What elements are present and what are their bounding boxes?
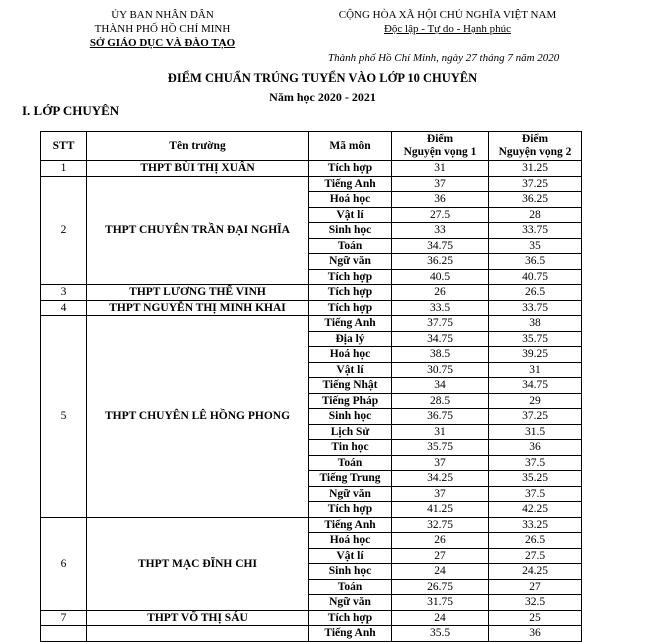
cell-subject: Tích hợp: [309, 269, 392, 285]
cell-school: THPT LƯƠNG THẾ VINH: [87, 285, 309, 301]
cell-score-nv2: 27.5: [489, 548, 582, 564]
cell-score-nv2: 31: [489, 362, 582, 378]
cell-subject: Lịch Sử: [309, 424, 392, 440]
header-left-line1: ỦY BAN NHÂN DÂN: [111, 9, 214, 21]
cell-score-nv2: 29: [489, 393, 582, 409]
cell-score-nv1: 26.75: [392, 579, 489, 595]
cell-score-nv2: 34.75: [489, 378, 582, 394]
cell-score-nv1: 37: [392, 486, 489, 502]
cell-stt: 5: [41, 316, 87, 518]
cell-score-nv1: 26: [392, 533, 489, 549]
cell-score-nv1: 36.25: [392, 254, 489, 270]
cell-score-nv1: 40.5: [392, 269, 489, 285]
cell-score-nv2: 31.25: [489, 161, 582, 177]
table-row: [41, 161, 582, 177]
document-title: ĐIỂM CHUẨN TRÚNG TUYỂN VÀO LỚP 10 CHUYÊN: [167, 71, 478, 85]
cell-stt: 6: [41, 517, 87, 610]
cell-subject: Tiếng Trung: [309, 471, 392, 487]
cell-school: THPT NGUYỄN THỊ MINH KHAI: [87, 300, 309, 316]
cell-score-nv2: 37.25: [489, 409, 582, 425]
cell-score-nv2: 27: [489, 579, 582, 595]
cell-score-nv2: 36.5: [489, 254, 582, 270]
table-row: [41, 626, 582, 642]
cell-stt: 3: [41, 285, 87, 301]
cell-score-nv2: 26.5: [489, 533, 582, 549]
header-right: [325, 8, 570, 36]
cell-subject: Toán: [309, 455, 392, 471]
cell-score-nv1: 24: [392, 564, 489, 580]
cell-score-nv2: 33.75: [489, 223, 582, 239]
cell-stt: 7: [41, 610, 87, 626]
cell-score-nv1: 37: [392, 455, 489, 471]
cell-score-nv2: 33.25: [489, 517, 582, 533]
cell-score-nv2: 32.5: [489, 595, 582, 611]
cell-score-nv2: 36: [489, 440, 582, 456]
cell-subject: Toán: [309, 579, 392, 595]
cell-subject: Tiếng Anh: [309, 626, 392, 642]
cell-score-nv2: 28: [489, 207, 582, 223]
cell-school: THPT VÕ THỊ SÁU: [87, 610, 309, 626]
cell-school: THPT CHUYÊN TRẦN ĐẠI NGHĨA: [87, 176, 309, 285]
col-header-nv2-line1: Điểm: [521, 133, 549, 145]
col-header-nv2-line2: Nguyện vọng 2: [498, 146, 572, 158]
cell-score-nv2: 24.25: [489, 564, 582, 580]
cell-subject: Tiếng Anh: [309, 316, 392, 332]
cell-subject: Tích hợp: [309, 161, 392, 177]
cell-score-nv1: 27: [392, 548, 489, 564]
header-left-line2: THÀNH PHỐ HỒ CHÍ MINH: [94, 23, 231, 35]
cell-score-nv2: 39.25: [489, 347, 582, 363]
header-right-line1: CỘNG HÒA XÃ HỘI CHỦ NGHĨA VIỆT NAM: [338, 9, 557, 21]
cell-score-nv2: 35.75: [489, 331, 582, 347]
cell-subject: Vật lí: [309, 362, 392, 378]
cell-score-nv1: 35.75: [392, 440, 489, 456]
cell-score-nv1: 34: [392, 378, 489, 394]
cell-subject: Tích hợp: [309, 610, 392, 626]
cell-subject: Tiếng Pháp: [309, 393, 392, 409]
cell-subject: Sinh học: [309, 223, 392, 239]
cell-score-nv2: 40.75: [489, 269, 582, 285]
col-header-nv1-line1: Điểm: [426, 133, 454, 145]
cell-score-nv1: 32.75: [392, 517, 489, 533]
cell-score-nv1: 26: [392, 285, 489, 301]
cell-school: THPT BÙI THỊ XUÂN: [87, 161, 309, 177]
cell-subject: Tiếng Anh: [309, 517, 392, 533]
cell-subject: Tiếng Nhật: [309, 378, 392, 394]
cell-score-nv2: 42.25: [489, 502, 582, 518]
cell-subject: Ngữ văn: [309, 254, 392, 270]
school-year: Năm học 2020 - 2021: [269, 90, 376, 104]
header-left-line3: SỞ GIÁO DỤC VÀ ĐÀO TẠO: [89, 37, 236, 49]
cell-score-nv1: 36: [392, 192, 489, 208]
cell-score-nv2: 31.5: [489, 424, 582, 440]
table-row: [41, 300, 582, 316]
cell-score-nv1: 38.5: [392, 347, 489, 363]
cell-score-nv2: 33.75: [489, 300, 582, 316]
table-row: [41, 285, 582, 301]
cell-subject: Tin học: [309, 440, 392, 456]
cell-score-nv1: 33: [392, 223, 489, 239]
cell-subject: Vật lí: [309, 548, 392, 564]
cell-subject: Vật lí: [309, 207, 392, 223]
cell-subject: Tích hợp: [309, 300, 392, 316]
cell-score-nv1: 30.75: [392, 362, 489, 378]
cell-score-nv2: 37.5: [489, 455, 582, 471]
cell-score-nv1: 36.75: [392, 409, 489, 425]
table-header-row: [41, 132, 582, 161]
col-header-nv1: [392, 132, 489, 161]
cell-score-nv1: 31.75: [392, 595, 489, 611]
table-row: [41, 176, 582, 192]
cell-score-nv1: 34.75: [392, 238, 489, 254]
cell-stt: [41, 626, 87, 642]
cell-subject: Tích hợp: [309, 285, 392, 301]
cell-subject: Hoá học: [309, 192, 392, 208]
cell-score-nv1: 34.75: [392, 331, 489, 347]
cell-subject: Ngữ văn: [309, 486, 392, 502]
col-header-school: Tên trường: [87, 132, 309, 161]
section-heading: I. LỚP CHUYÊN: [22, 103, 120, 118]
table-row: [41, 610, 582, 626]
header-left: [75, 8, 250, 50]
cell-score-nv2: 36: [489, 626, 582, 642]
cell-subject: Sinh học: [309, 564, 392, 580]
cell-score-nv1: 34.25: [392, 471, 489, 487]
cell-score-nv1: 31: [392, 424, 489, 440]
col-header-subject: Mã môn: [309, 132, 392, 161]
cell-score-nv2: 35.25: [489, 471, 582, 487]
cell-score-nv2: 26.5: [489, 285, 582, 301]
cell-score-nv1: 37: [392, 176, 489, 192]
table-row: [41, 316, 582, 332]
cell-score-nv2: 38: [489, 316, 582, 332]
table-body: [41, 161, 582, 642]
cell-stt: 2: [41, 176, 87, 285]
cell-subject: Địa lý: [309, 331, 392, 347]
document-date: Thành phố Hồ Chí Minh, ngày 27 tháng 7 năm 2020: [328, 52, 560, 64]
cell-subject: Hoá học: [309, 533, 392, 549]
cell-score-nv2: 37.25: [489, 176, 582, 192]
cell-subject: Sinh học: [309, 409, 392, 425]
cell-score-nv2: 37.5: [489, 486, 582, 502]
cell-score-nv2: 25: [489, 610, 582, 626]
cell-school: [87, 626, 309, 642]
cell-subject: Tiếng Anh: [309, 176, 392, 192]
table-row: [41, 517, 582, 533]
col-header-stt: STT: [41, 132, 87, 161]
cell-score-nv2: 36.25: [489, 192, 582, 208]
cell-subject: Tích hợp: [309, 502, 392, 518]
cell-score-nv1: 41.25: [392, 502, 489, 518]
cell-score-nv1: 37.75: [392, 316, 489, 332]
cell-score-nv2: 35: [489, 238, 582, 254]
cell-score-nv1: 28.5: [392, 393, 489, 409]
cell-score-nv1: 24: [392, 610, 489, 626]
cell-stt: 1: [41, 161, 87, 177]
cell-score-nv1: 31: [392, 161, 489, 177]
cell-subject: Ngữ văn: [309, 595, 392, 611]
cell-score-nv1: 27.5: [392, 207, 489, 223]
cell-stt: 4: [41, 300, 87, 316]
header-right-motto: Độc lập - Tự do - Hạnh phúc: [383, 23, 512, 35]
col-header-nv1-line2: Nguyện vọng 1: [403, 146, 477, 158]
cell-subject: Toán: [309, 238, 392, 254]
cell-score-nv1: 33.5: [392, 300, 489, 316]
cell-school: THPT MẠC ĐĨNH CHI: [87, 517, 309, 610]
cell-score-nv1: 35.5: [392, 626, 489, 642]
col-header-nv2: [489, 132, 582, 161]
cell-subject: Hoá học: [309, 347, 392, 363]
score-table: [40, 131, 582, 642]
cell-school: THPT CHUYÊN LÊ HỒNG PHONG: [87, 316, 309, 518]
